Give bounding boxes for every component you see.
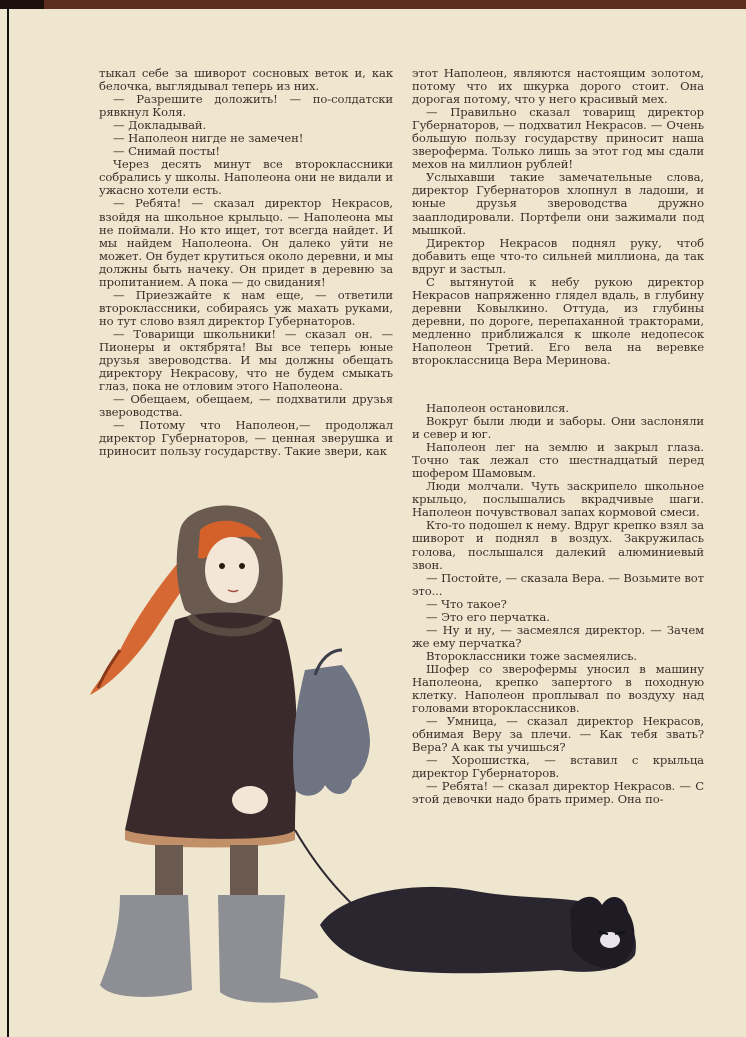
paragraph: — Разрешите доложить! — по-солдатски рявкнул Коля. — [99, 92, 393, 120]
text-column-left — [99, 67, 393, 458]
boot-right — [218, 895, 318, 1003]
paragraph: Наполеон лег на землю и закрыл глаза. Точно так лежал сто шестнадцатый перед шофером Шамовым. — [412, 440, 704, 481]
paragraph: тыкал себе за шиворот сосновых веток и, как белочка, выглядывал теперь из них. — [99, 66, 393, 94]
paragraph: — Это его перчатка. — [426, 609, 550, 624]
fist — [232, 786, 268, 814]
paragraph: — Потому что Наполеон,— продолжал директор Губернаторов, — ценная зверушка и приносит пользу государству. Такие звери, как — [99, 418, 393, 459]
top-bar-corner — [0, 0, 44, 9]
paragraph: Услыхавши такие замечательные слова, директор Губернаторов хлопнул в ладоши, и юные друзья звероводства дружно зааплодировали. Портфели они зажимали под мышкой. — [412, 170, 704, 237]
top-bar — [0, 0, 746, 9]
paragraph: — Хорошистка, — вставил с крыльца директор Губернаторов. — [412, 753, 704, 781]
paragraph: — Что такое? — [426, 596, 507, 611]
paragraph: — Снимай посты! — [113, 144, 220, 159]
paragraph: — Ребята! — сказал директор Некрасов, взойдя на школьное крыльцо. — Наполеона мы не поймали. Но кто ищет, тот всегда найдет. И мы найдем Наполеона. Он далеко уйти не может. Он будет крутиться около деревни, и мы должны быть начеку. Он придет в деревню за пропитанием. А пока — до свидания! — [99, 196, 394, 289]
left-frame — [0, 9, 9, 1037]
paragraph: — Обещаем, обещаем, — подхватили друзья звероводства. — [99, 392, 393, 420]
paragraph: Шофер со зверофермы уносил в машину Наполеона, крепко запертого в походную клетку. Наполеон проплывал по воздуху над головами второклассников. — [412, 661, 704, 716]
paragraph: — Правильно сказал товарищ директор Губернаторов, — подхватил Некрасов. — Очень большую пользу государству приносит наша звероферма. Только лишь за этот год мы сдали мехов на миллион рублей! — [412, 105, 704, 172]
paragraph: — Умница, — сказал директор Некрасов, обнимая Веру за плечи. — Как тебя звать? Вера? А как ты учишься? — [412, 714, 704, 755]
text-column-right-top — [412, 67, 704, 367]
paragraph: — Ну и ну, — засмеялся директор. — Зачем же ему перчатка? — [412, 622, 704, 650]
paragraph: — Постойте, — сказала Вера. — Возьмите вот это... — [412, 570, 704, 598]
paragraph: — Ребята! — сказал директор Некрасов. — С этой девочки надо брать пример. Она по- — [412, 779, 704, 807]
paragraph: Через десять минут все второклассники собрались у школы. Наполеона они не видали и ужасно хотели есть. — [99, 157, 393, 198]
paragraph: — Товарищи школьники! — сказал он. — Пионеры и октябрята! Вы все теперь юные друзья звероводства. И мы должны обещать директору Некрасову, что не будем смыкать глаз, пока не отловим этого Наполеона. — [99, 326, 393, 394]
paragraph: Директор Некрасов поднял руку, чтоб добавить еще что-то сильней миллиона, да так вдруг и застыл. — [412, 235, 704, 276]
paragraph: Люди молчали. Чуть заскрипело школьное крыльцо, послышались вкрадчивые шаги. Наполеон почувствовал запах кормовой смеси. — [412, 479, 704, 520]
paragraph: Второклассники тоже засмеялись. — [426, 648, 637, 663]
girl-leading-fox-illustration — [80, 500, 680, 1020]
boot-left — [100, 895, 192, 997]
paragraph: Наполеон остановился. — [426, 401, 569, 415]
paragraph: Кто-то подошел к нему. Вдруг крепко взял за шиворот и поднял в воздух. Закружилась голова, послышался далекий алюминиевый звон. — [412, 518, 704, 572]
paragraph: — Приезжайте к нам еще, — ответили второклассники, собираясь уж махать руками, но тут слово взял директор Губернаторов. — [99, 287, 393, 328]
glove — [293, 665, 370, 796]
paragraph: Вокруг были люди и заборы. Они заслоняли и север и юг. — [412, 414, 704, 442]
paragraph: — Докладывай. — [113, 118, 207, 133]
paragraph: этот Наполеон, являются настоящим золотом, потому что их шкурка дорого стоит. Она дорогая потому, что у него красивый мех. — [412, 66, 704, 107]
coat — [125, 613, 297, 842]
face — [205, 537, 259, 603]
paragraph: С вытянутой к небу рукою директор Некрасов напряженно глядел вдаль, в глубину деревни Ковылкино. Оттуда, из глубины деревни, по дороге, перепаханной тракторами, медленно приближался к школе недопесок Наполеон Третий. Его вела на веревке второклассница Вера Меринова. — [412, 274, 704, 368]
paragraph: — Наполеон нигде не замечен! — [113, 131, 304, 146]
